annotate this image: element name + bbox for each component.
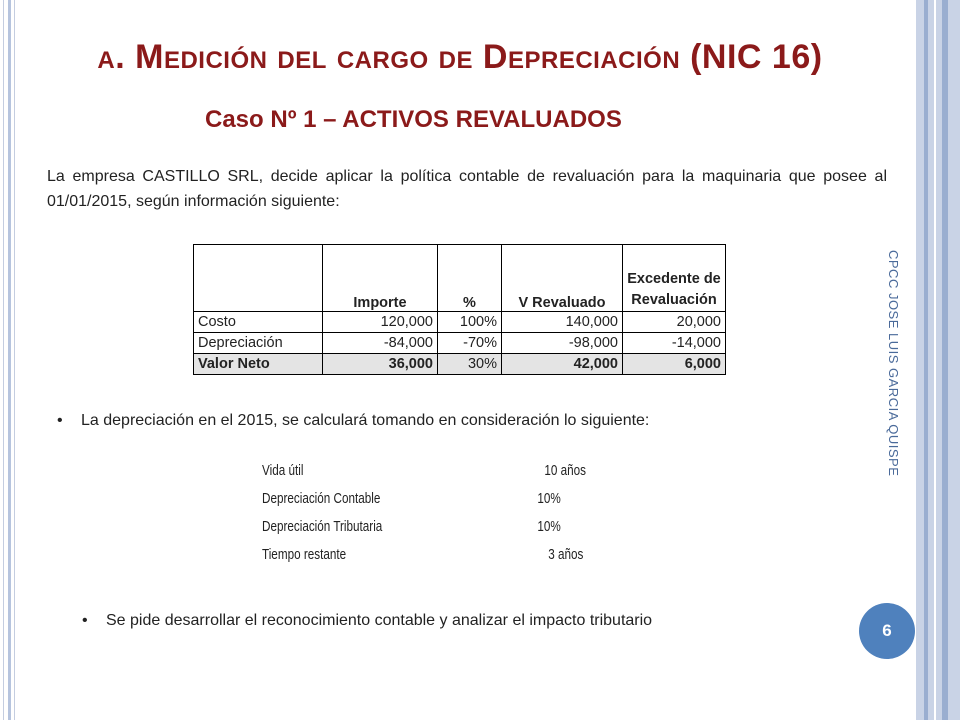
page-title: a. Medición del cargo de Depreciación (NIC 16) bbox=[97, 38, 823, 76]
table-cell: 30% bbox=[438, 354, 502, 375]
right-border-stripe bbox=[934, 0, 936, 720]
left-border bbox=[0, 0, 26, 720]
table-row bbox=[194, 312, 726, 333]
left-border-line bbox=[14, 0, 15, 720]
page-number-badge: 6 bbox=[859, 603, 915, 659]
right-border bbox=[916, 0, 960, 720]
table-cell: -84,000 bbox=[323, 333, 438, 354]
table-cell: 42,000 bbox=[502, 354, 623, 375]
bullet-item bbox=[57, 412, 650, 430]
bullet-text: Se pide desarrollar el reconocimiento contable y analizar el impacto tributario bbox=[106, 612, 653, 629]
bullet-dot-icon: • bbox=[82, 612, 88, 629]
right-border-stripe bbox=[942, 0, 948, 720]
table-cell: 6,000 bbox=[623, 354, 726, 375]
table-cell: 36,000 bbox=[323, 354, 438, 375]
table-row bbox=[194, 354, 726, 375]
table-header-cell bbox=[194, 245, 323, 312]
bullet-dot-icon: • bbox=[57, 412, 63, 429]
info-row bbox=[262, 546, 636, 574]
bullet-item bbox=[82, 612, 653, 630]
table-cell: -14,000 bbox=[623, 333, 726, 354]
table-header-cell: Importe bbox=[323, 245, 438, 312]
table-cell: 140,000 bbox=[502, 312, 623, 333]
table-cell: -70% bbox=[438, 333, 502, 354]
author-side-text: CPCC JOSE LUIS GARCIA QUISPE bbox=[886, 250, 901, 477]
case-subtitle: Caso Nº 1 – ACTIVOS REVALUADOS bbox=[205, 106, 622, 133]
table-header-cell: % bbox=[438, 245, 502, 312]
table-header-row bbox=[194, 245, 726, 312]
info-key: Tiempo restante bbox=[262, 546, 347, 563]
info-value: 10% bbox=[537, 490, 561, 507]
table-cell: Depreciación bbox=[194, 333, 323, 354]
info-key: Depreciación Contable bbox=[262, 490, 381, 507]
left-border-line bbox=[8, 0, 11, 720]
intro-paragraph: La empresa CASTILLO SRL, decide aplicar la política contable de revaluación para la maquinaria que posee al 01/01/2015, según información siguiente: bbox=[47, 168, 887, 210]
info-row bbox=[262, 462, 636, 490]
table-cell: 100% bbox=[438, 312, 502, 333]
info-value: 10% bbox=[537, 518, 561, 535]
table-header-cell: Excedente de Revaluación bbox=[623, 245, 726, 312]
left-border-line bbox=[3, 0, 4, 720]
table-cell: Valor Neto bbox=[194, 354, 323, 375]
table-header-cell: V Revaluado bbox=[502, 245, 623, 312]
info-key: Depreciación Tributaria bbox=[262, 518, 383, 535]
bullet-text: La depreciación en el 2015, se calculará tomando en consideración lo siguiente: bbox=[81, 412, 650, 429]
table-cell: 20,000 bbox=[623, 312, 726, 333]
table-row bbox=[194, 333, 726, 354]
right-border-stripe bbox=[924, 0, 928, 720]
info-row bbox=[262, 490, 636, 518]
info-key: Vida útil bbox=[262, 462, 304, 479]
info-value: 10 años bbox=[544, 462, 587, 479]
revaluation-table bbox=[193, 244, 726, 375]
info-value: 3 años bbox=[548, 546, 584, 563]
table-cell: -98,000 bbox=[502, 333, 623, 354]
info-row bbox=[262, 518, 636, 546]
depreciation-info bbox=[262, 462, 636, 574]
table-cell: Costo bbox=[194, 312, 323, 333]
table-cell: 120,000 bbox=[323, 312, 438, 333]
